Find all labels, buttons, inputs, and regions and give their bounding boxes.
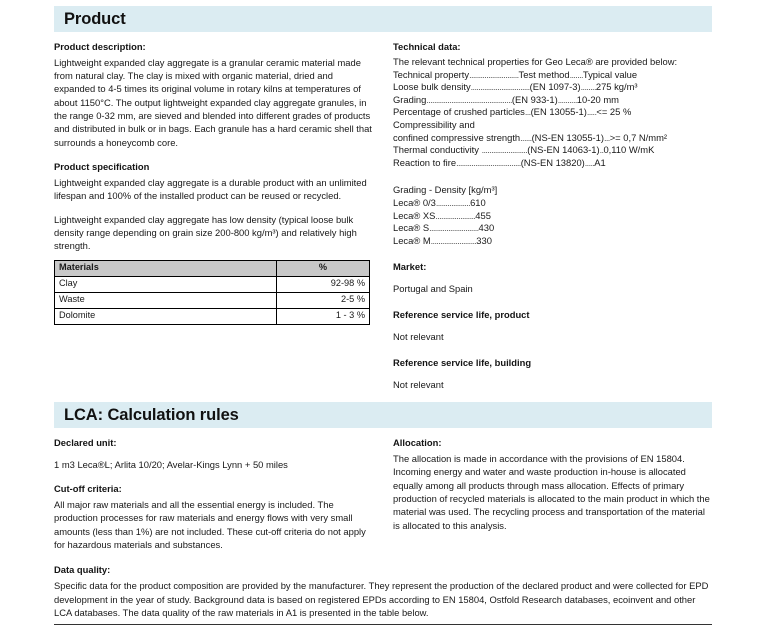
declared-unit-heading: Declared unit: (54, 437, 117, 449)
cell-material-percent: 92-98 % (277, 276, 370, 292)
lca-section-title: LCA: Calculation rules (64, 405, 239, 424)
grading-row: Leca® M........................330 (393, 235, 492, 247)
table-row (55, 276, 370, 292)
allocation-heading: Allocation: (393, 437, 442, 449)
cell-material-percent: 1 - 3 % (277, 308, 370, 324)
materials-table (54, 260, 370, 325)
product-right-column (383, 32, 712, 391)
technical-data-row: Reaction to fire..................................(NS-EN 13820).....A1 (393, 157, 606, 169)
technical-data-list (393, 69, 712, 170)
technical-data-heading: Technical data: (393, 41, 461, 52)
market-heading: Market: (393, 260, 427, 272)
technical-data-row: Grading.............................................(EN 933-1)..........10-20 mm (393, 93, 619, 105)
product-description-heading: Product description: (54, 41, 146, 52)
lca-columns (54, 428, 712, 551)
table-row (55, 292, 370, 308)
cutoff-criteria-text: All major raw materials and all the essential energy is included. The production processes for raw materials and energy flows with very small amounts (less than 1%) are not included. These cut-off criteria do not apply for hazardous materials and substances. (54, 499, 366, 551)
grading-row: Leca® S..........................430 (393, 222, 495, 234)
page-title: Product (64, 9, 126, 28)
grading-row: Leca® XS.....................455 (393, 209, 491, 221)
cutoff-criteria-heading: Cut-off criteria: (54, 483, 122, 495)
product-section-header (54, 6, 712, 32)
product-columns (54, 32, 712, 391)
data-quality-heading: Data quality: (54, 564, 111, 576)
technical-data-row: Compressibility and (393, 119, 475, 131)
grading-density-list (393, 197, 712, 248)
cell-material-name: Waste (55, 292, 277, 308)
technical-data-row: Technical property..........................Test method.......Typical value (393, 68, 638, 80)
technical-data-row: Thermal conductivity ........................(NS-EN 14063-1)..0,110 W/mK (393, 144, 655, 156)
technical-data-row: Percentage of crushed particles...(EN 13055-1).....<= 25 % (393, 106, 632, 118)
product-description-text: Lightweight expanded clay aggregate is a granular ceramic material made from natural clay. The clay is mixed with organic material, dried and expanded to 4-5 times its original volume in rotary kilns at temperatures of about 1150°C. The output lightweight expanded clay aggregate granules, in the range 0-32 mm, are sieved and blended into different grades of products and distributed in bulk or in bags. Each granule has a hard ceramic shell that surrounds a honeycomb core. (54, 56, 372, 148)
product-specification-text-1: Lightweight expanded clay aggregate is a durable product with an unlimited lifespan and 100% of the installed product can be reused or recycled. (54, 176, 367, 202)
technical-data-row: confined compressive strength......(NS-EN 13055-1)...>= 0,7 N/mm² (393, 131, 668, 143)
lca-section-header (54, 402, 712, 428)
allocation-text: The allocation is made in accordance with the provisions of EN 15804. Incoming energy and water and waste production in-house is allocated equally among all products through mass allocation. Effects of primary production of recycled materials is allocated to the main product in which the material was used. The recycling process and transportation of the material is allocated to this analysis. (393, 452, 710, 531)
rsl-product-text: Not relevant (393, 330, 444, 342)
product-left-column (54, 32, 383, 391)
market-text: Portugal and Spain (393, 282, 473, 294)
table-header-row (55, 260, 370, 276)
lca-right-column (383, 428, 712, 551)
rsl-building-text: Not relevant (393, 378, 444, 390)
product-specification-text-2: Lightweight expanded clay aggregate has low density (typical loose bulk density range depending on grain size 200-800 kg/m³) and relatively high strength. (54, 213, 357, 252)
declared-unit-text: 1 m3 Leca®L; Arlita 10/20; Avelar-Kings Lynn + 50 miles (54, 458, 288, 470)
cell-material-name: Dolomite (55, 308, 277, 324)
data-quality-text: Specific data for the product composition are provided by the manufacturer. They represent the production of the declared product and were collected for EPD development in the year of study. Background data is based on registered EPDs according to EN 15804, Ostfold Research databases, ecoinvent and other LCA databases. The data quality of the raw materials in A1 is presented in the table below. (54, 580, 709, 618)
table-row (55, 308, 370, 324)
data-quality-block (54, 564, 712, 619)
cell-material-percent: 2-5 % (277, 292, 370, 308)
technical-data-row: Loose bulk density...............................(EN 1097-3)........275 kg/m³ (393, 81, 638, 93)
grading-row: Leca® 0/3..................610 (393, 196, 486, 208)
rsl-building-heading: Reference service life, building (393, 357, 532, 369)
column-header-percent: % (277, 260, 370, 276)
product-specification-heading: Product specification (54, 161, 150, 173)
column-header-materials: Materials (55, 260, 277, 276)
lca-left-column (54, 428, 383, 551)
grading-density-title: Grading - Density [kg/m³] (393, 183, 498, 195)
rsl-product-heading: Reference service life, product (393, 309, 530, 321)
technical-data-intro: The relevant technical properties for Geo Leca® are provided below: (393, 55, 678, 67)
cell-material-name: Clay (55, 276, 277, 292)
